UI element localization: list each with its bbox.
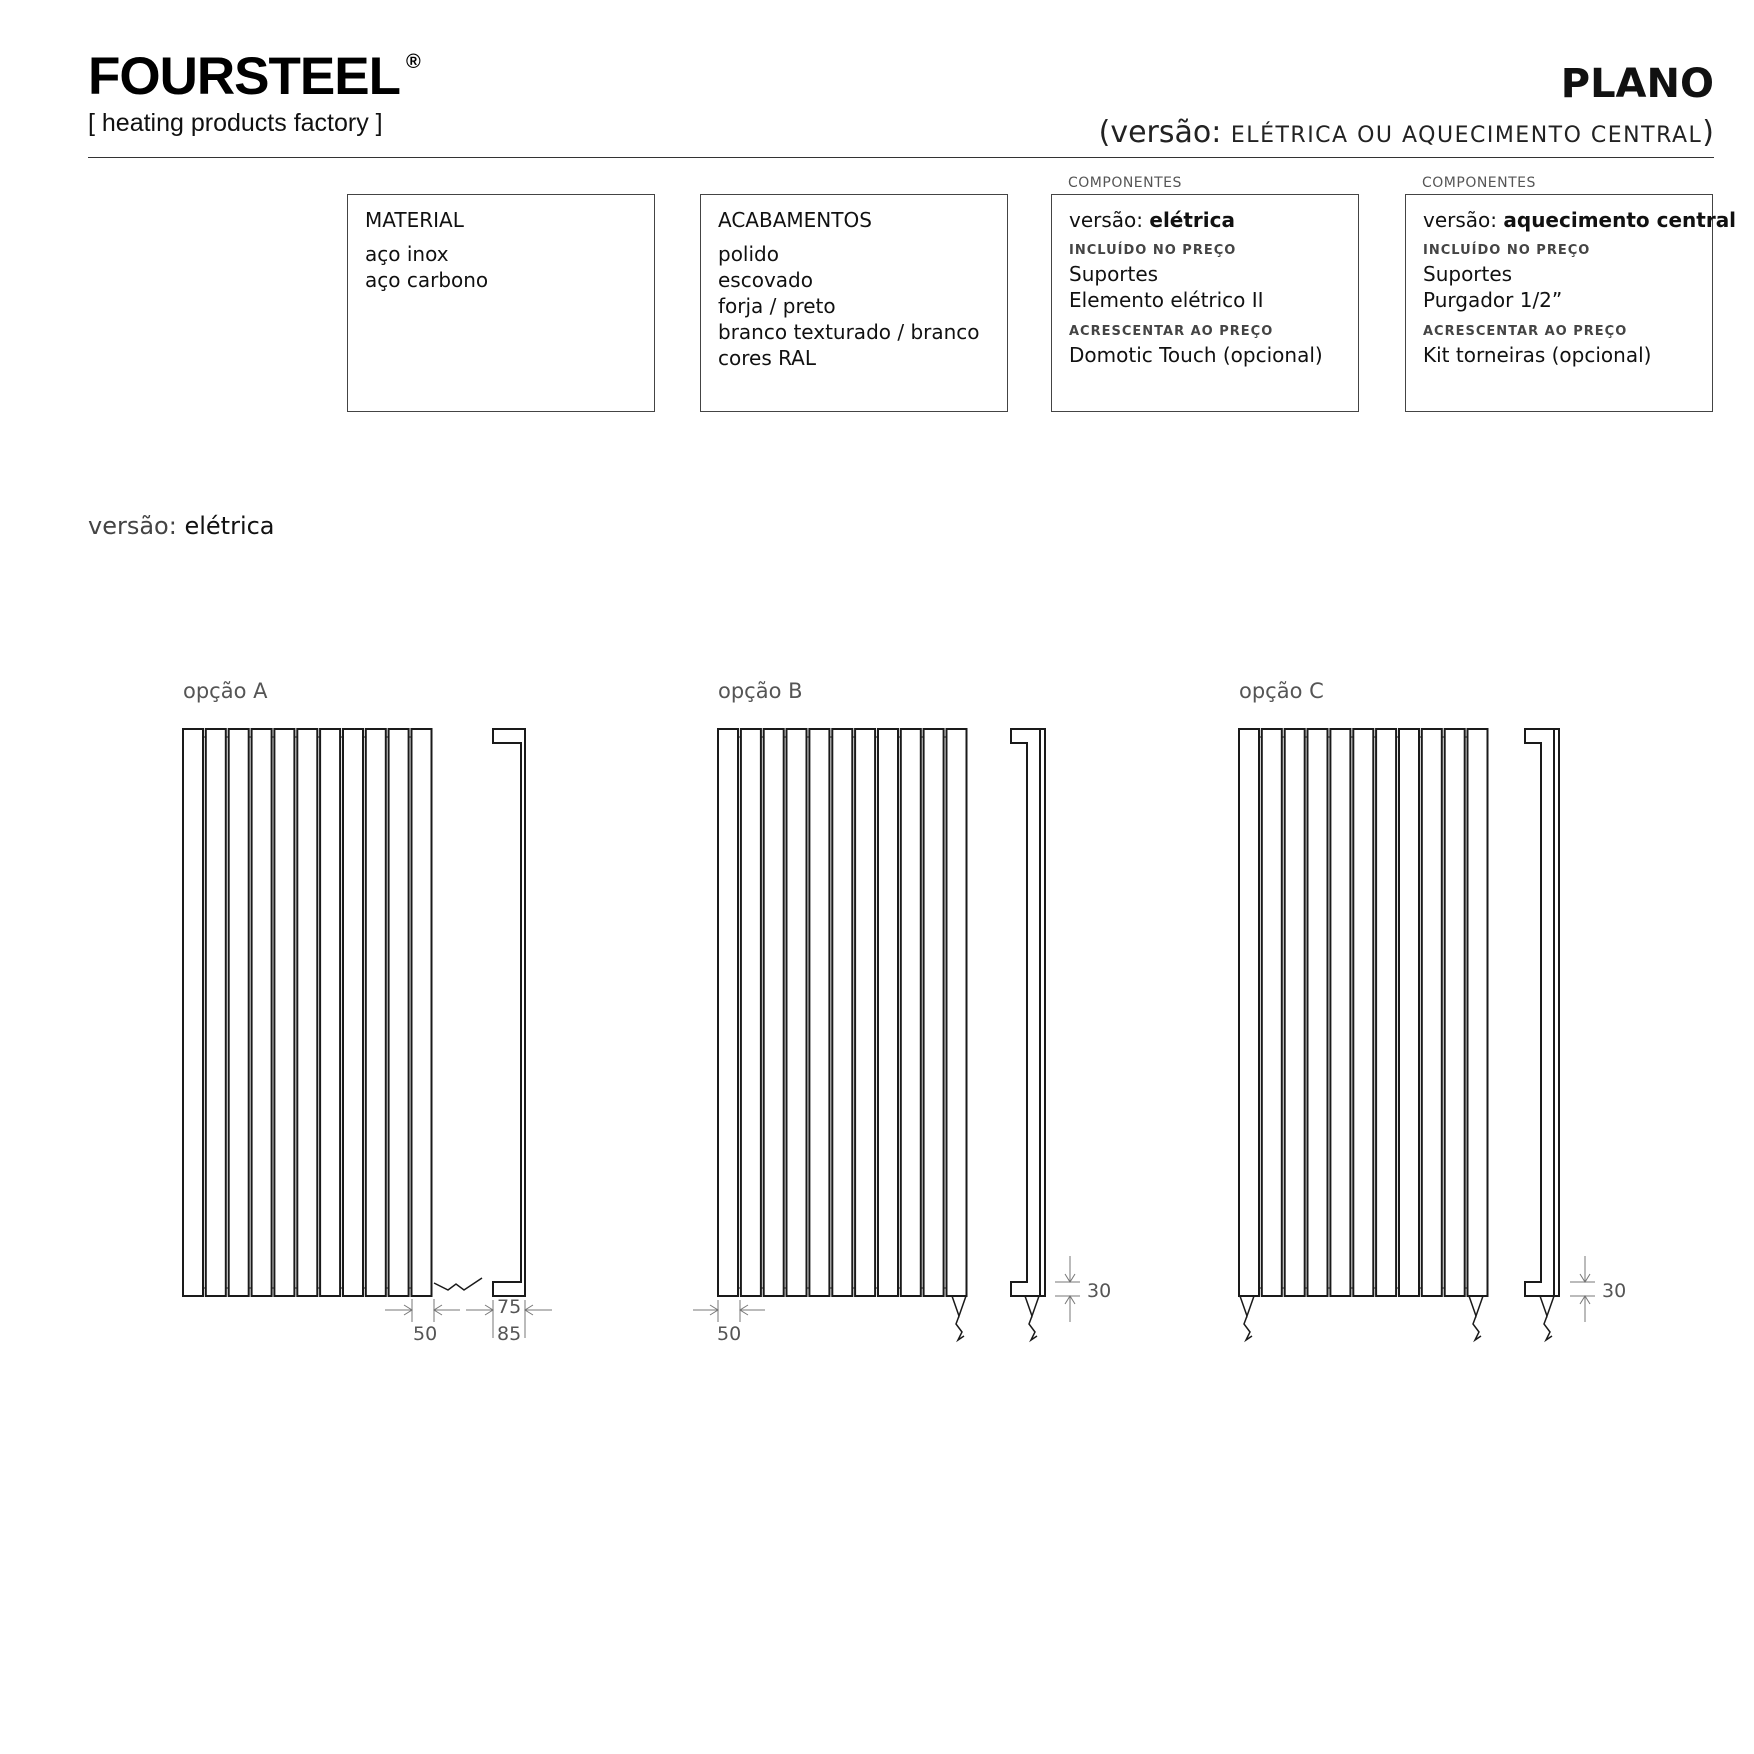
radiator-tube — [1376, 729, 1396, 1296]
option-b-label: opção B — [718, 679, 803, 703]
radiator-tube — [183, 729, 203, 1296]
option-c-side-view — [1525, 729, 1559, 1296]
radiator-tube — [366, 729, 386, 1296]
radiator-tube — [274, 729, 294, 1296]
radiator-tube — [718, 729, 738, 1296]
radiator-tube — [832, 729, 852, 1296]
finish-item: forja / preto — [718, 294, 836, 318]
radiator-tube — [1285, 729, 1305, 1296]
electric-caption: COMPONENTES — [1068, 175, 1182, 191]
central-heading-value: aquecimento central — [1503, 208, 1737, 232]
electric-heading-prefix: versão: — [1069, 208, 1144, 232]
dimension-b-tube-width: 50 — [717, 1323, 742, 1345]
electric-heading-value: elétrica — [1149, 208, 1235, 232]
central-included-item: Purgador 1/2” — [1423, 288, 1563, 312]
finish-item: polido — [718, 242, 779, 266]
subtitle-suffix: ) — [1702, 115, 1714, 150]
option-a-side-view — [493, 729, 525, 1296]
radiator-tube — [1445, 729, 1465, 1296]
electric-included-item: Elemento elétrico II — [1069, 288, 1264, 312]
dimension-a-depth-75: 75 — [497, 1296, 522, 1318]
central-heading-prefix: versão: — [1423, 208, 1498, 232]
finish-item: escovado — [718, 268, 813, 292]
option-a-front-view — [183, 729, 432, 1296]
radiator-tube — [809, 729, 829, 1296]
radiator-tube — [320, 729, 340, 1296]
registered-mark: ® — [405, 51, 420, 73]
brand-name: FOURSTEEL — [88, 47, 400, 106]
dimension-b-offset: 30 — [1087, 1280, 1112, 1302]
radiator-tube — [787, 729, 807, 1296]
radiator-tube — [1239, 729, 1259, 1296]
radiator-tube — [1399, 729, 1419, 1296]
brand-tagline: [ heating products factory ] — [88, 109, 383, 137]
finishes-heading: ACABAMENTOS — [718, 208, 872, 232]
subtitle-prefix: (versão: — [1098, 115, 1222, 150]
radiator-tube — [1468, 729, 1488, 1296]
option-c-heater-element — [1240, 1296, 1554, 1340]
radiator-tube — [389, 729, 409, 1296]
radiator-tube — [206, 729, 226, 1296]
central-caption: COMPONENTES — [1422, 175, 1536, 191]
electric-add-label: ACRESCENTAR AO PREÇO — [1069, 324, 1274, 339]
electric-included-label: INCLUÍDO NO PREÇO — [1069, 243, 1237, 258]
dimension-a-depth-85: 85 — [497, 1323, 522, 1345]
option-a-label: opção A — [183, 679, 268, 703]
radiator-tube — [764, 729, 784, 1296]
option-c-label: opção C — [1239, 679, 1324, 703]
radiator-tube — [252, 729, 272, 1296]
electric-included-item: Suportes — [1069, 262, 1159, 286]
option-b-side-view — [1011, 729, 1045, 1296]
finish-item: branco texturado / branco — [718, 320, 980, 344]
finish-item: cores RAL — [718, 346, 817, 370]
material-heading: MATERIAL — [365, 208, 464, 232]
radiator-tube — [1330, 729, 1350, 1296]
option-c-front-view — [1239, 729, 1488, 1296]
dimension-a-tube-width: 50 — [413, 1323, 438, 1345]
dimension-c-offset: 30 — [1602, 1280, 1627, 1302]
subtitle-value: ELÉTRICA OU AQUECIMENTO CENTRAL — [1230, 123, 1703, 148]
material-item: aço carbono — [365, 268, 489, 292]
central-add-label: ACRESCENTAR AO PREÇO — [1423, 324, 1628, 339]
version-prefix: versão: — [88, 512, 177, 540]
radiator-tube — [1353, 729, 1373, 1296]
radiator-tube — [1262, 729, 1282, 1296]
option-b-heater-element — [952, 1296, 1039, 1340]
central-add-item: Kit torneiras (opcional) — [1423, 343, 1652, 367]
central-included-label: INCLUÍDO NO PREÇO — [1423, 243, 1591, 258]
option-b-front-view — [718, 729, 967, 1296]
material-item: aço inox — [365, 242, 449, 266]
radiator-tube — [412, 729, 432, 1296]
radiator-tube — [855, 729, 875, 1296]
radiator-tube — [343, 729, 363, 1296]
electric-add-item: Domotic Touch (opcional) — [1069, 343, 1323, 367]
radiator-tube — [878, 729, 898, 1296]
radiator-tube — [297, 729, 317, 1296]
product-title: PLANO — [1560, 61, 1714, 107]
radiator-tube — [924, 729, 944, 1296]
radiator-tube — [741, 729, 761, 1296]
radiator-tube — [901, 729, 921, 1296]
option-a-cable — [434, 1278, 482, 1290]
radiator-tube — [229, 729, 249, 1296]
radiator-tube — [1308, 729, 1328, 1296]
radiator-tube — [1422, 729, 1442, 1296]
central-included-item: Suportes — [1423, 262, 1513, 286]
radiator-tube — [947, 729, 967, 1296]
version-value: elétrica — [184, 512, 275, 540]
